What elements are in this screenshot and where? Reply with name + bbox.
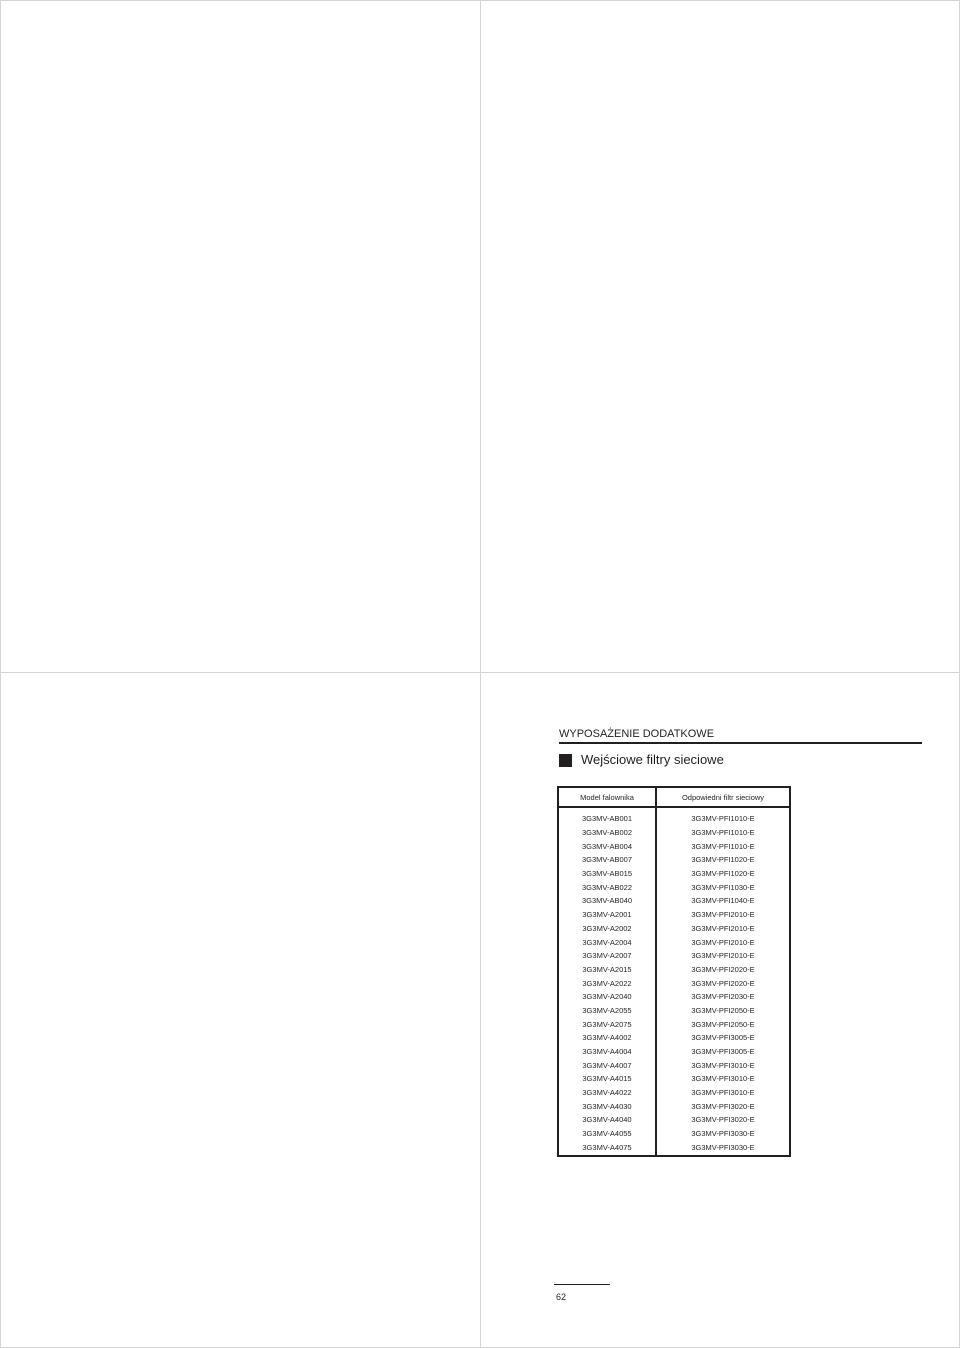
filter-cell: 3G3MV-PFI1030-E <box>691 882 755 892</box>
model-cell: 3G3MV-A2002 <box>558 922 656 936</box>
subheading-text: Wejściowe filtry sieciowe <box>581 752 724 767</box>
model-cell: 3G3MV-A4015 <box>558 1072 656 1086</box>
table-row <box>558 922 790 936</box>
model-cell: 3G3MV-A4040 <box>558 1113 656 1127</box>
table-row <box>558 807 790 826</box>
table-row <box>558 880 790 894</box>
model-cell: 3G3MV-AB001 <box>558 807 656 826</box>
filter-cell: 3G3MV-PFI2020-E <box>691 964 755 974</box>
table-row <box>558 1031 790 1045</box>
model-cell: 3G3MV-A2015 <box>558 963 656 977</box>
page-number: 62 <box>556 1292 567 1302</box>
table-row <box>558 935 790 949</box>
model-cell: 3G3MV-AB002 <box>558 826 656 840</box>
table-row <box>558 853 790 867</box>
filter-cell: 3G3MV-PFI1010-E <box>691 814 755 824</box>
filter-cell: 3G3MV-PFI1040-E <box>691 896 755 906</box>
filter-cell: 3G3MV-PFI2010-E <box>691 923 755 933</box>
model-cell: 3G3MV-A4075 <box>558 1141 656 1157</box>
table-row <box>558 894 790 908</box>
table-row <box>558 1113 790 1127</box>
filter-cell: 3G3MV-PFI2050-E <box>691 1019 755 1029</box>
model-cell: 3G3MV-A2007 <box>558 949 656 963</box>
table-row <box>558 990 790 1004</box>
table-row <box>558 1017 790 1031</box>
filter-cell: 3G3MV-PFI1010-E <box>691 841 755 851</box>
table-row <box>558 1086 790 1100</box>
model-cell: 3G3MV-AB040 <box>558 894 656 908</box>
blank-page-top-right <box>480 0 960 673</box>
filter-cell: 3G3MV-PFI3005-E <box>691 1047 755 1057</box>
filter-cell: 3G3MV-PFI3010-E <box>691 1088 755 1098</box>
model-cell: 3G3MV-A2001 <box>558 908 656 922</box>
filter-cell: 3G3MV-PFI2030-E <box>691 992 755 1002</box>
table-row <box>558 908 790 922</box>
table-row <box>558 1099 790 1113</box>
filter-cell: 3G3MV-PFI1010-E <box>691 828 755 838</box>
column-header-filter: Odpowiedni filtr sieciowy <box>656 787 790 807</box>
model-cell: 3G3MV-A2040 <box>558 990 656 1004</box>
model-cell: 3G3MV-AB004 <box>558 839 656 853</box>
filter-cell: 3G3MV-PFI1020-E <box>691 855 755 865</box>
table-row <box>558 1004 790 1018</box>
model-cell: 3G3MV-A4030 <box>558 1099 656 1113</box>
filter-table <box>557 786 791 1157</box>
model-cell: 3G3MV-A4002 <box>558 1031 656 1045</box>
column-header-model: Model falownika <box>558 787 656 807</box>
filter-cell: 3G3MV-PFI3020-E <box>691 1115 755 1125</box>
model-cell: 3G3MV-AB007 <box>558 853 656 867</box>
filter-cell: 3G3MV-PFI2050-E <box>691 1005 755 1015</box>
table-row <box>558 963 790 977</box>
filter-cell: 3G3MV-PFI3010-E <box>691 1074 755 1084</box>
footer-rule <box>554 1284 610 1285</box>
table-row <box>558 1072 790 1086</box>
filter-cell: 3G3MV-PFI2010-E <box>691 910 755 920</box>
filter-cell: 3G3MV-PFI3005-E <box>691 1033 755 1043</box>
table-row <box>558 1127 790 1141</box>
filter-cell: 3G3MV-PFI2010-E <box>691 951 755 961</box>
table-row <box>558 976 790 990</box>
filter-cell: 3G3MV-PFI3020-E <box>691 1101 755 1111</box>
subheading <box>559 752 724 768</box>
table-row <box>558 839 790 853</box>
filter-cell: 3G3MV-PFI3010-E <box>691 1060 755 1070</box>
section-header: WYPOSAŻENIE DODATKOWE <box>559 727 922 744</box>
filter-cell: 3G3MV-PFI2010-E <box>691 937 755 947</box>
filter-cell: 3G3MV-PFI3030-E <box>691 1129 755 1139</box>
model-cell: 3G3MV-A2055 <box>558 1004 656 1018</box>
square-bullet-icon <box>559 754 572 767</box>
model-cell: 3G3MV-A4004 <box>558 1045 656 1059</box>
table-row <box>558 949 790 963</box>
model-cell: 3G3MV-AB022 <box>558 880 656 894</box>
table-row <box>558 1045 790 1059</box>
model-cell: 3G3MV-A2022 <box>558 976 656 990</box>
filter-cell: 3G3MV-PFI3030-E <box>691 1142 755 1152</box>
model-cell: 3G3MV-A4055 <box>558 1127 656 1141</box>
model-cell: 3G3MV-A4022 <box>558 1086 656 1100</box>
model-cell: 3G3MV-A2004 <box>558 935 656 949</box>
filter-cell: 3G3MV-PFI2020-E <box>691 978 755 988</box>
table-row <box>558 867 790 881</box>
filter-cell: 3G3MV-PFI1020-E <box>691 869 755 879</box>
blank-page-bottom-left <box>0 672 481 1348</box>
table-row <box>558 1058 790 1072</box>
table-body <box>558 807 790 1156</box>
table-row <box>558 826 790 840</box>
model-cell: 3G3MV-A4007 <box>558 1058 656 1072</box>
table-row <box>558 1141 790 1157</box>
model-cell: 3G3MV-A2075 <box>558 1017 656 1031</box>
model-cell: 3G3MV-AB015 <box>558 867 656 881</box>
table-header-row <box>558 787 790 807</box>
blank-page-top-left <box>0 0 481 673</box>
